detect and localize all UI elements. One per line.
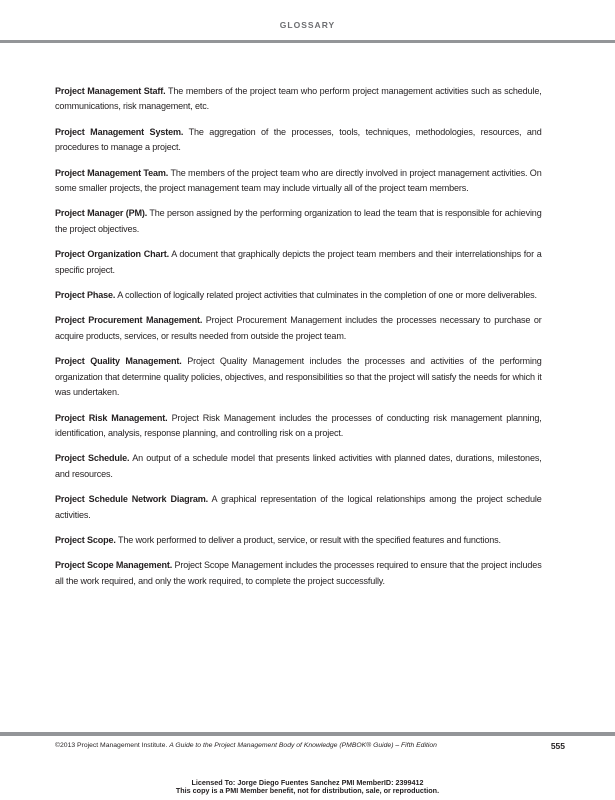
glossary-definition: A collection of logically related project activities that culminates in the completion of one or more deliverables. — [117, 290, 537, 301]
glossary-definition: A document that graphically depicts the project team members and their interrelationships for a specific project. — [55, 249, 542, 275]
footer-rule — [0, 732, 615, 736]
header-rule — [0, 40, 615, 43]
glossary-definition: Project Procurement Management includes the processes necessary to purchase or acquire products, services, or results needed from outside the project team. — [55, 315, 542, 341]
glossary-entry — [55, 288, 542, 303]
glossary-term: Project Phase. — [55, 290, 116, 301]
glossary-term: Project Schedule Network Diagram. — [55, 494, 209, 505]
glossary-term: Project Risk Management. — [55, 412, 168, 423]
glossary-entry — [55, 206, 542, 237]
glossary-term: Project Organization Chart. — [55, 249, 169, 260]
glossary-term: Project Quality Management. — [55, 356, 182, 367]
footer-citation — [55, 742, 437, 749]
footer-copyright: ©2013 Project Management Institute. — [55, 742, 168, 749]
license-line-1: Licensed To: Jorge Diego Fuentes Sanchez PMI MemberID: 2399412 — [191, 778, 424, 787]
glossary-definition: Project Quality Management includes the processes and activities of the performing organization that determine quality policies, objectives, and responsibilities so that the project will satisfy the needs for which it was undertaken. — [55, 356, 542, 398]
glossary-term: Project Management System. — [55, 126, 184, 137]
glossary-definition: Project Risk Management includes the processes of conducting risk management planning, identification, analysis, response planning, and controlling risk on a project. — [55, 412, 542, 438]
glossary-entry — [55, 125, 542, 156]
glossary-entry — [55, 84, 542, 115]
glossary-definition: The members of the project team who are directly involved in project management activities. On some smaller projects, the project management team may include virtually all of the project team members. — [55, 167, 542, 194]
glossary-entry — [55, 411, 542, 442]
glossary-term: Project Procurement Management. — [55, 315, 203, 326]
running-header-title: GLOSSARY — [279, 20, 336, 30]
glossary-entry — [55, 247, 542, 278]
glossary-entry — [55, 558, 542, 589]
glossary-term: Project Management Staff. — [55, 86, 166, 96]
license-notice — [0, 779, 615, 795]
glossary-term: Project Schedule. — [55, 453, 130, 464]
glossary-definition: The person assigned by the performing organization to lead the team that is responsible for achieving the project objectives. — [55, 208, 542, 234]
glossary-term: Project Scope. — [55, 534, 116, 545]
glossary-list — [55, 84, 549, 599]
glossary-definition: The members of the project team who perform project management activities such as schedule, communications, risk management, etc. — [55, 86, 542, 112]
glossary-term: Project Scope Management. — [55, 560, 173, 571]
glossary-entry — [55, 451, 542, 482]
glossary-term: Project Management Team. — [55, 167, 169, 178]
footer-book-title: A Guide to the Project Management Body of Knowledge (PMBOK® Guide) – Fifth Edition — [169, 742, 437, 749]
glossary-definition: The work performed to deliver a product, service, or result with the specified features and functions. — [118, 534, 501, 545]
page-number: 555 — [550, 741, 565, 751]
glossary-definition: A graphical representation of the logical relationships among the project schedule activities. — [55, 494, 542, 520]
glossary-entry — [55, 533, 542, 548]
glossary-definition: An output of a schedule model that presents linked activities with planned dates, durations, milestones, and resources. — [55, 453, 542, 479]
license-line-2: This copy is a PMI Member benefit, not for distribution, sale, or reproduction. — [175, 786, 440, 795]
glossary-entry — [55, 313, 542, 344]
glossary-entry — [55, 354, 542, 400]
glossary-entry — [55, 492, 542, 523]
glossary-definition: The aggregation of the processes, tools, techniques, methodologies, resources, and procedures to manage a project. — [55, 126, 542, 153]
glossary-term: Project Manager (PM). — [55, 208, 148, 219]
glossary-definition: Project Scope Management includes the processes required to ensure that the project includes all the work required, and only the work required, to complete the project successfully. — [55, 560, 542, 586]
glossary-entry — [55, 166, 542, 197]
